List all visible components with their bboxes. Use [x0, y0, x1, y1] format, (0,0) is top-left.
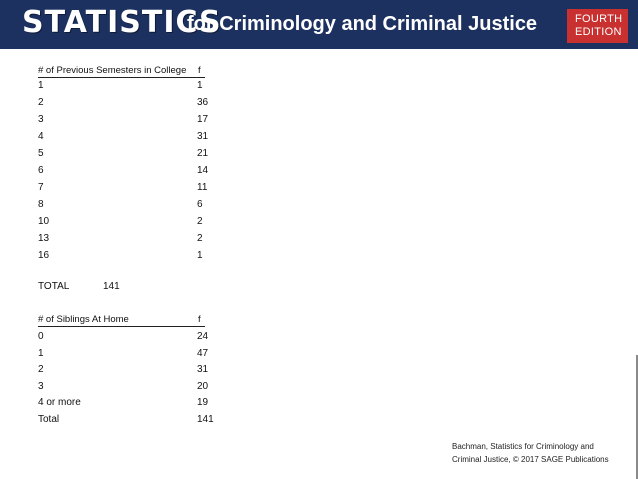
total-value: 141 [197, 414, 214, 425]
row-frequency: 47 [197, 348, 209, 359]
row-value: 6 [38, 165, 44, 176]
table-row [38, 198, 238, 212]
banner-subtitle: for Criminology and Criminal Justice [187, 13, 538, 35]
row-value: 5 [38, 148, 44, 159]
table-row [38, 164, 238, 178]
edition-line-2: EDITION [575, 26, 622, 38]
table-row [38, 249, 238, 263]
edition-line-1: FOURTH [575, 13, 623, 25]
row-frequency: 36 [197, 97, 209, 108]
row-frequency: 21 [197, 148, 209, 159]
row-frequency: 31 [197, 131, 209, 142]
table-row [38, 215, 238, 229]
row-frequency: 2 [197, 216, 203, 227]
table-row [38, 130, 238, 144]
row-frequency: 11 [197, 182, 208, 193]
row-frequency: 17 [197, 114, 209, 125]
siblings-header-f: f [198, 314, 201, 325]
total-label: Total [38, 414, 60, 425]
row-value: 3 [38, 381, 44, 392]
semesters-header-f: f [198, 65, 201, 76]
row-value: 1 [38, 348, 44, 359]
row-frequency: 14 [197, 165, 209, 176]
table-row [38, 380, 238, 394]
total-value: 141 [103, 281, 120, 292]
row-value: 7 [38, 182, 44, 193]
row-frequency: 2 [197, 233, 203, 244]
citation-footer [452, 440, 609, 466]
table-row [38, 363, 238, 377]
siblings-total-row [38, 413, 238, 427]
row-value: 10 [38, 216, 50, 227]
semesters-header-label: # of Previous Semesters in College [38, 65, 187, 76]
row-frequency: 20 [197, 381, 209, 392]
row-value: 4 [38, 131, 44, 142]
row-frequency: 19 [197, 397, 209, 408]
banner-title: STATISTICS [22, 5, 222, 40]
row-value: 1 [38, 80, 44, 91]
row-value: 3 [38, 114, 44, 125]
siblings-table-header [38, 314, 205, 327]
table-row [38, 147, 238, 161]
table-row [38, 330, 238, 344]
citation-line-1: Bachman, Statistics for Criminology and [452, 442, 594, 451]
semesters-total-row [38, 280, 238, 294]
row-value: 4 or more [38, 397, 81, 408]
total-label: TOTAL [38, 281, 70, 292]
table-row [38, 113, 238, 127]
table-row [38, 396, 238, 410]
row-value: 16 [38, 250, 50, 261]
citation-line-2: Criminal Justice, © 2017 SAGE Publications [452, 455, 609, 464]
row-frequency: 1 [197, 250, 203, 261]
table-row [38, 232, 238, 246]
row-frequency: 31 [197, 364, 209, 375]
row-frequency: 1 [197, 80, 203, 91]
table-row [38, 96, 238, 110]
table-row [38, 79, 238, 93]
title-banner [0, 0, 638, 49]
row-value: 0 [38, 331, 44, 342]
table-row [38, 181, 238, 195]
row-frequency: 6 [197, 199, 203, 210]
edition-badge [567, 9, 628, 43]
row-value: 2 [38, 364, 44, 375]
siblings-header-label: # of Siblings At Home [38, 314, 129, 325]
row-value: 13 [38, 233, 50, 244]
row-frequency: 24 [197, 331, 209, 342]
table-row [38, 347, 238, 361]
row-value: 2 [38, 97, 44, 108]
row-value: 8 [38, 199, 44, 210]
semesters-table-header [38, 65, 205, 78]
